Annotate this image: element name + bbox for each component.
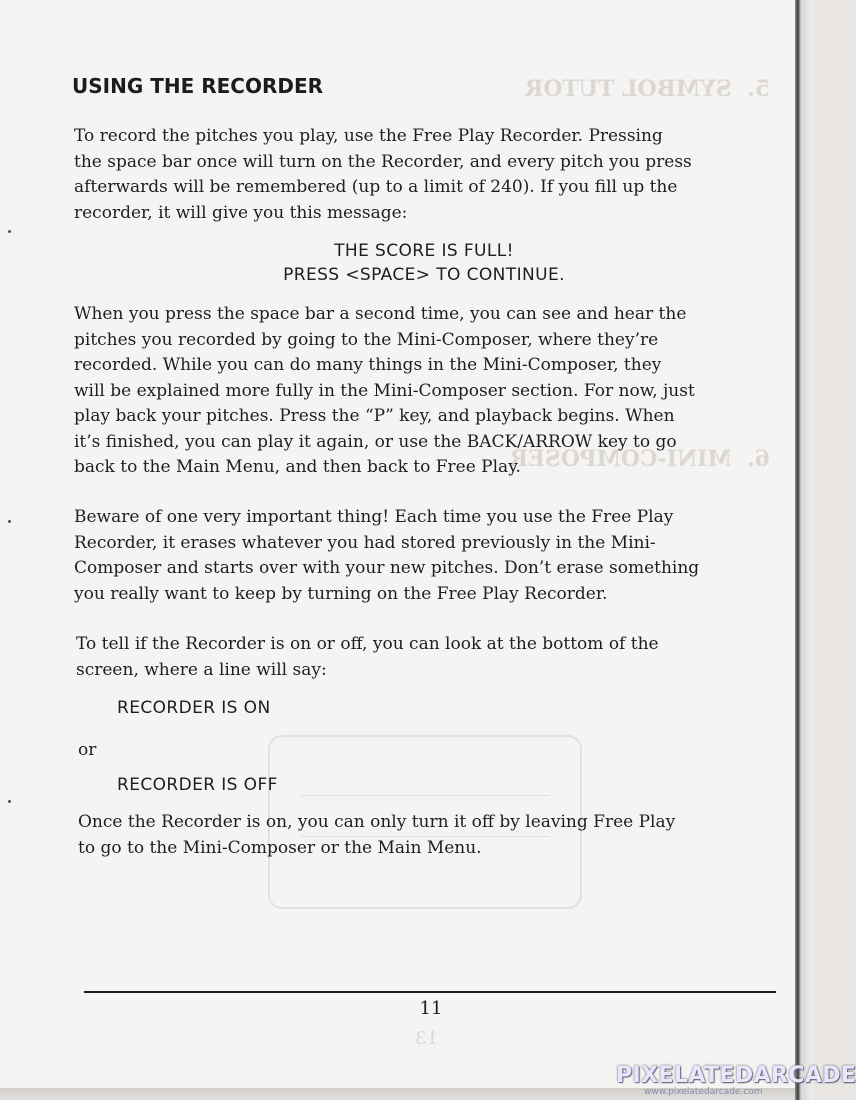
text-line: Recorder, it erases whatever you had stored previously in the Mini-: [74, 532, 656, 553]
text-line: recorded. While you can do many things in the Mini-Composer, they: [74, 355, 662, 375]
recorder-off-status: RECORDER IS OFF: [117, 775, 278, 795]
text-line: To record the pitches you play, use the Free Play Recorder. Pressing: [74, 126, 663, 146]
bleed-through-heading: 5. SYMBOL TUTOR: [525, 76, 770, 102]
watermark-brand: PIXELATEDARCADE: [616, 1063, 856, 1088]
text-line: the space bar once will turn on the Recorder, and every pitch you press: [74, 151, 692, 172]
bleed-through-page-number: 13: [415, 1028, 438, 1049]
text-line: screen, where a line will say:: [76, 659, 327, 680]
text-line: To tell if the Recorder is on or off, you can look at the bottom of the: [76, 634, 659, 654]
text-line: Once the Recorder is on, you can only turn it off by leaving Free Play: [78, 812, 676, 832]
text-line: When you press the space bar a second time, you can see and hear the: [74, 304, 687, 324]
text-line: to go to the Mini-Composer or the Main Menu.: [78, 837, 482, 858]
text-line: afterwards will be remembered (up to a limit of 240). If you fill up the: [74, 177, 678, 197]
text-line: back to the Main Menu, and then back to Free Play.: [74, 457, 521, 477]
recorder-on-status: RECORDER IS ON: [117, 698, 271, 718]
text-line: recorder, it will give you this message:: [74, 202, 408, 223]
text-line: it’s finished, you can play it again, or use the BACK/ARROW key to go: [74, 431, 677, 452]
page-spine-edge: [795, 0, 813, 1100]
text-line: pitches you recorded by going to the Mini-Composer, where they’re: [74, 329, 659, 350]
text-line: Composer and starts over with your new pitches. Don’t erase something: [74, 558, 700, 578]
text-line: play back your pitches. Press the “P” key, and playback begins. When: [74, 406, 675, 426]
score-full-message: THE SCORE IS FULL!: [334, 241, 514, 261]
text-line: Beware of one very important thing! Each time you use the Free Play: [74, 507, 674, 527]
press-space-message: PRESS <SPACE> TO CONTINUE.: [283, 265, 565, 285]
bleed-through-heading-2: 6. MINI-COMPOSER: [509, 446, 770, 472]
footer-rule: [84, 991, 776, 993]
or-connector: or: [78, 740, 97, 760]
page-number: 11: [419, 998, 443, 1019]
text-line: will be explained more fully in the Mini-Composer section. For now, just: [74, 380, 695, 401]
binding-mark: [8, 520, 11, 523]
binding-mark: [8, 230, 11, 233]
watermark-url: www.pixelatedarcade.com: [644, 1087, 763, 1097]
binding-mark: [8, 800, 11, 803]
text-line: you really want to keep by turning on the Free Play Recorder.: [74, 583, 608, 604]
section-heading: USING THE RECORDER: [72, 74, 324, 98]
